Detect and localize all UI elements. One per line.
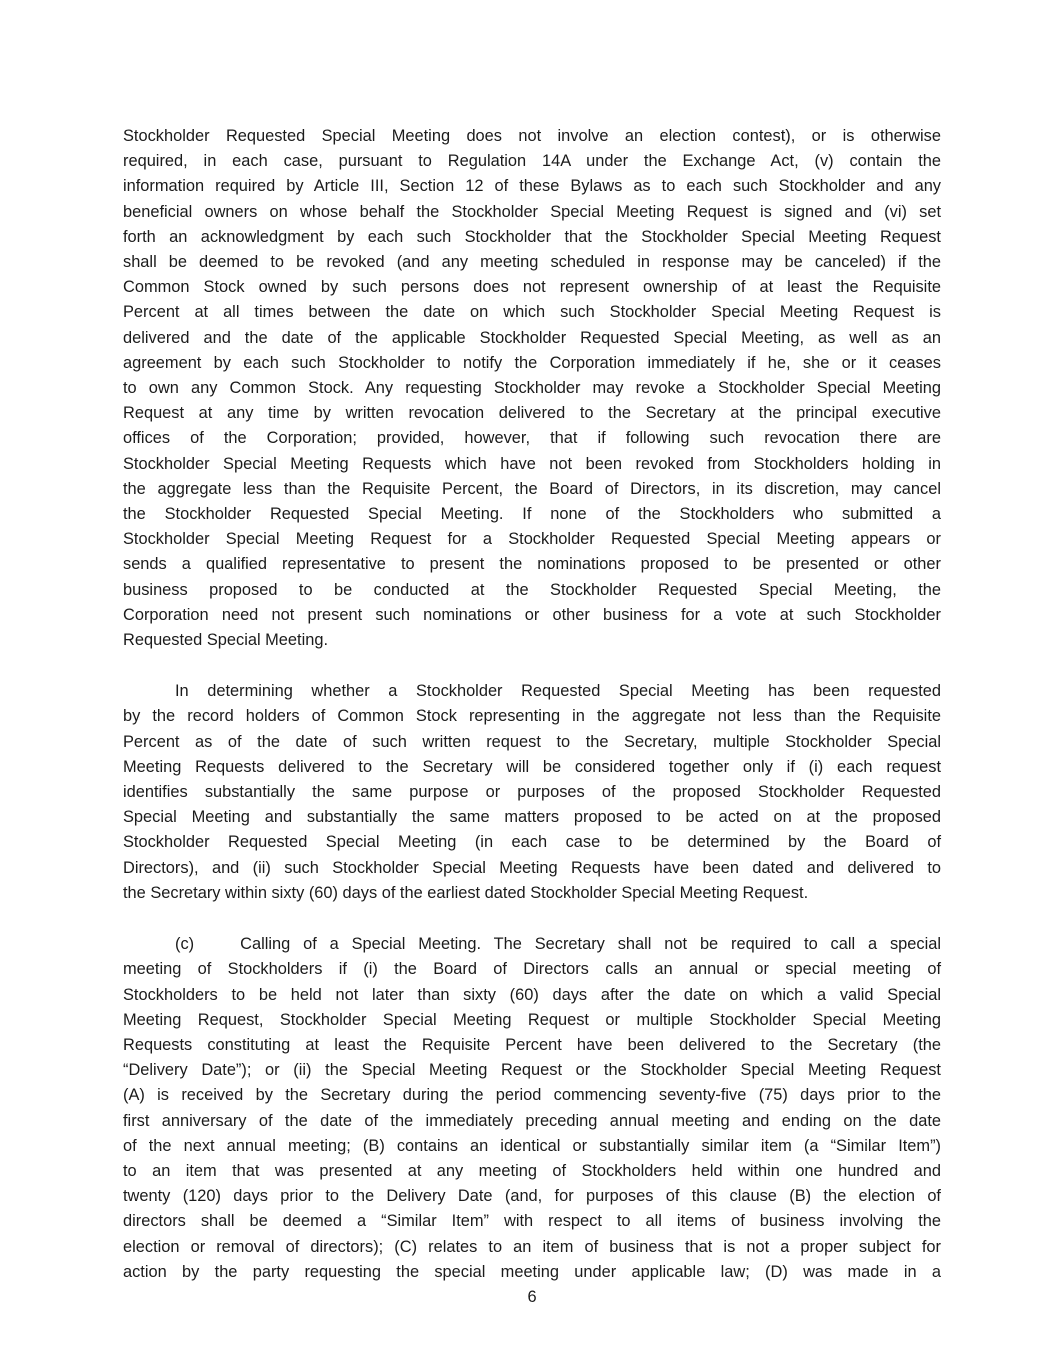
text-line: the aggregate less than the Requisite Percent, the Board of Directors, in its discretion, may cancel [123, 479, 941, 498]
paragraph-c-calling-special-meeting [123, 932, 941, 1285]
paragraph-continuation [123, 124, 941, 653]
text-line: Stockholders to be held not later than sixty (60) days after the date on which a valid Special [123, 985, 941, 1004]
text-line: identifies substantially the same purpose or purposes of the proposed Stockholder Requested [123, 783, 941, 802]
text-line: offices of the Corporation; provided, however, that if following such revocation there are [123, 429, 941, 448]
text-line: Percent as of the date of such written request to the Secretary, multiple Stockholder Special [123, 732, 941, 751]
text-line: to an item that was presented at any meeting of Stockholders held within one hundred and [123, 1161, 941, 1180]
text-line: Requests constituting at least the Requisite Percent have been delivered to the Secretary (the [123, 1035, 941, 1054]
text-line: (c) Calling of a Special Meeting. The Secretary shall not be required to call a special [123, 932, 941, 957]
text-line: Stockholder Requested Special Meeting does not involve an election contest), or is otherwise [123, 127, 941, 145]
text-line: “Delivery Date”); or (ii) the Special Meeting Request or the Stockholder Special Meeting Request [123, 1061, 941, 1080]
text-line: first anniversary of the date of the immediately preceding annual meeting and ending on the date [123, 1111, 941, 1130]
text-line: Stockholder Requested Special Meeting (in each case to be determined by the Board of [123, 833, 941, 852]
text-line: election or removal of directors); (C) relates to an item of business that is not a proper subject for [123, 1237, 941, 1256]
text-line: the Secretary within sixty (60) days of the earliest dated Stockholder Special Meeting Request. [123, 883, 809, 902]
text-line: shall be deemed to be revoked (and any meeting scheduled in response may be canceled) if the [123, 253, 941, 272]
text-line: business proposed to be conducted at the Stockholder Requested Special Meeting, the [123, 580, 941, 599]
text-line: sends a qualified representative to present the nominations proposed to be presented or other [123, 555, 941, 574]
text-line: Common Stock owned by such persons does not represent ownership of at least the Requisite [123, 278, 941, 297]
text-line: meeting of Stockholders if (i) the Board of Directors calls an annual or special meeting of [123, 960, 941, 979]
tab-space [194, 948, 240, 949]
text-line: Meeting Request, Stockholder Special Meeting Request or multiple Stockholder Special Meeting [123, 1010, 941, 1029]
page-number: 6 [527, 1287, 537, 1306]
first-line-indent [123, 695, 175, 696]
first-line-indent [123, 948, 175, 949]
text-line: Corporation need not present such nominations or other business for a vote at such Stockholder [123, 605, 941, 624]
text-line: by the record holders of Common Stock representing in the aggregate not less than the Requisite [123, 707, 941, 726]
text-line: the Stockholder Requested Special Meeting. If none of the Stockholders who submitted a [123, 505, 941, 524]
paragraph-determining [123, 679, 941, 906]
text-line: action by the party requesting the special meeting under applicable law; (D) was made in a [123, 1262, 941, 1281]
text-line: to own any Common Stock. Any requesting Stockholder may revoke a Stockholder Special Meeting [123, 379, 941, 398]
text-line: beneficial owners on whose behalf the Stockholder Special Meeting Request is signed and (vi) set [123, 202, 941, 221]
text-block [123, 124, 941, 1310]
text-line: agreement by each such Stockholder to notify the Corporation immediately if he, she or it ceases [123, 353, 941, 372]
text-line: In determining whether a Stockholder Requested Special Meeting has been requested [123, 679, 941, 704]
text-line: Special Meeting and substantially the same matters proposed to be acted on at the proposed [123, 808, 941, 827]
text-line: of the next annual meeting; (B) contains an identical or substantially similar item (a “Similar Item”) [123, 1136, 941, 1155]
text-line: delivered and the date of the applicable Stockholder Requested Special Meeting, as well as an [123, 328, 941, 347]
text-line: required, in each case, pursuant to Regulation 14A under the Exchange Act, (v) contain the [123, 152, 941, 171]
text-line: Meeting Requests delivered to the Secretary will be considered together only if (i) each request [123, 757, 941, 776]
text-line: Request at any time by written revocation delivered to the Secretary at the principal executive [123, 404, 941, 423]
text-line: Requested Special Meeting. [123, 631, 329, 650]
text-line: Stockholder Special Meeting Requests which have not been revoked from Stockholders holding in [123, 454, 941, 473]
text-line: twenty (120) days prior to the Delivery Date (and, for purposes of this clause (B) the election of [123, 1187, 941, 1206]
text-line: (A) is received by the Secretary during the period commencing seventy-five (75) days prior to the [123, 1086, 941, 1105]
list-marker: (c) [175, 935, 195, 954]
text-line: Directors), and (ii) such Stockholder Special Meeting Requests have been dated and delivered to [123, 858, 941, 877]
text-line: information required by Article III, Section 12 of these Bylaws as to each such Stockholder and any [123, 177, 941, 196]
text-line: directors shall be deemed a “Similar Item” with respect to all items of business involving the [123, 1212, 941, 1231]
text-line: forth an acknowledgment by each such Stockholder that the Stockholder Special Meeting Request [123, 227, 941, 246]
text-line: Stockholder Special Meeting Request for a Stockholder Requested Special Meeting appears or [123, 530, 941, 549]
text-line: Percent at all times between the date on which such Stockholder Special Meeting Request is [123, 303, 941, 322]
